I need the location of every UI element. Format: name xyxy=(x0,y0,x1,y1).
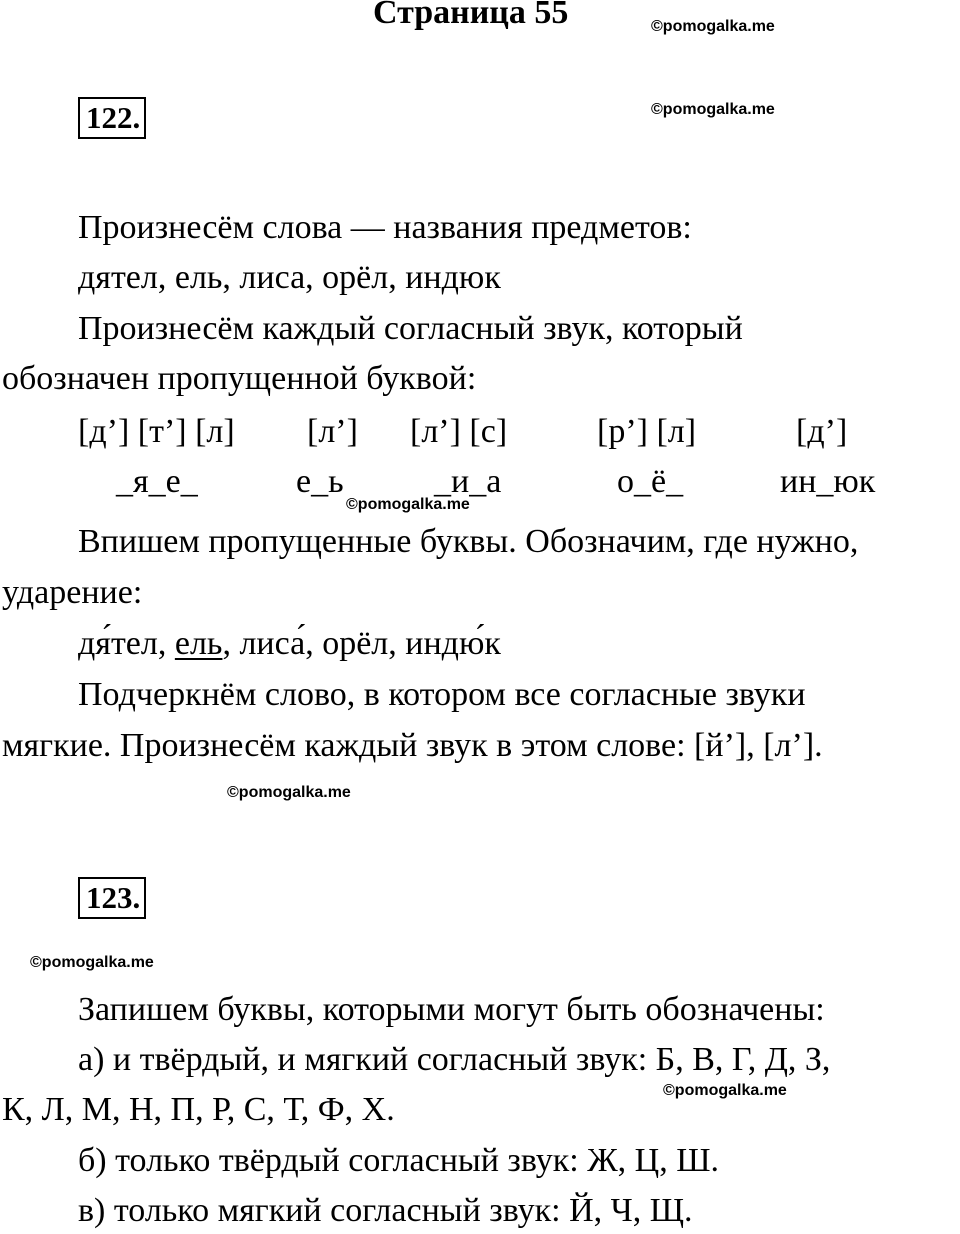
page-title: Страница 55 xyxy=(373,0,569,31)
paragraph-line: Подчеркнём слово, в котором все согласные звуки xyxy=(78,676,806,713)
gapped-word-3: _и_а xyxy=(434,463,502,500)
transcription-1: [д’] [т’] [л] xyxy=(78,413,235,450)
transcription-5: [д’] xyxy=(796,413,848,450)
paragraph-line: мягкие. Произнесём каждый звук в этом слове: [й’], [л’]. xyxy=(2,727,823,764)
watermark: ©pomogalka.me xyxy=(30,954,154,971)
answer-a: а) и твёрдый, и мягкий согласный звук: Б, В, Г, Д, З, xyxy=(78,1041,831,1078)
answer-word-list xyxy=(78,624,501,664)
separator: , xyxy=(305,625,323,662)
answer-a-continued: К, Л, М, Н, П, Р, С, Т, Ф, Х. xyxy=(2,1091,395,1128)
watermark: ©pomogalka.me xyxy=(663,1082,787,1099)
paragraph-line: ударение: xyxy=(2,574,143,611)
exercise-number-123: 123. xyxy=(78,877,146,919)
paragraph-line: Впишем пропущенные буквы. Обозначим, где нужно, xyxy=(78,523,859,560)
answer-c: в) только мягкий согласный звук: Й, Ч, Щ. xyxy=(78,1192,693,1229)
watermark: ©pomogalka.me xyxy=(651,101,775,118)
paragraph-line: Произнесём каждый согласный звук, который xyxy=(78,310,743,347)
gapped-word-5: ин_юк xyxy=(780,463,876,500)
gapped-word-1: _я_е_ xyxy=(116,463,198,500)
watermark: ©pomogalka.me xyxy=(227,784,351,801)
transcription-2: [л’] xyxy=(307,413,358,450)
exercise-number-122: 122. xyxy=(78,97,146,139)
word-list: дятел, ель, лиса, орёл, индюк xyxy=(78,259,501,296)
answer-word: индю́к xyxy=(405,625,501,662)
paragraph-line: обозначен пропущенной буквой: xyxy=(2,360,477,397)
separator: , xyxy=(388,625,406,662)
answer-word: лиса́ xyxy=(239,625,306,662)
transcription-4: [р’] [л] xyxy=(597,413,697,450)
answer-word: дя́тел xyxy=(78,625,158,662)
gapped-word-2: е_ь xyxy=(296,463,344,500)
gapped-word-4: о_ё_ xyxy=(617,463,684,500)
transcription-3: [л’] [с] xyxy=(410,413,508,450)
answer-word: орёл xyxy=(322,625,389,662)
watermark: ©pomogalka.me xyxy=(346,496,470,513)
underlined-answer-word: ель xyxy=(174,625,223,662)
paragraph-line: Запишем буквы, которыми могут быть обозначены: xyxy=(78,991,825,1028)
paragraph-line: Произнесём слова — названия предметов: xyxy=(78,209,692,246)
separator: , xyxy=(222,625,240,662)
watermark: ©pomogalka.me xyxy=(651,18,775,35)
answer-b: б) только твёрдый согласный звук: Ж, Ц, Ш. xyxy=(78,1142,720,1179)
separator: , xyxy=(157,625,175,662)
